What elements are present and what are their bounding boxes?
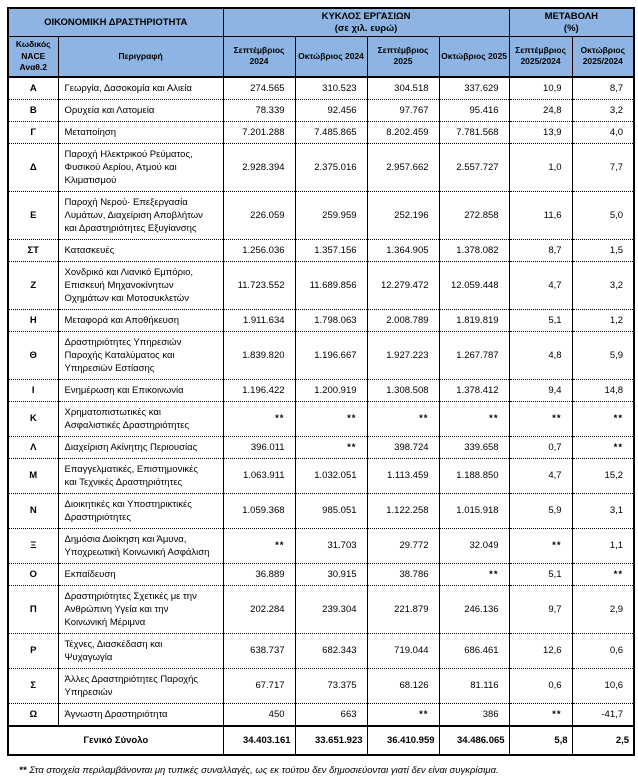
turnover-value-cell: 30.915 xyxy=(295,563,367,585)
turnover-value-cell: ** xyxy=(295,436,367,458)
turnover-value-cell: 78.339 xyxy=(223,99,295,121)
change-pct-cell: 7,7 xyxy=(572,143,634,191)
total-value-cell: 34.486.065 xyxy=(439,726,509,755)
change-pct-cell: 8,7 xyxy=(509,239,572,261)
turnover-value-cell: 97.767 xyxy=(367,99,439,121)
change-pct-cell: 11,6 xyxy=(509,191,572,239)
description-cell: Ορυχεία και Λατομεία xyxy=(58,99,223,121)
turnover-value-cell: 1.256.036 xyxy=(223,239,295,261)
turnover-value-cell: 1.798.063 xyxy=(295,309,367,331)
turnover-value-cell: 686.461 xyxy=(439,633,509,668)
section-header-row xyxy=(8,8,634,37)
turnover-value-cell: 1.113.459 xyxy=(367,458,439,493)
table-row xyxy=(8,77,634,100)
col-header-sep-2024: Σεπτέμβριος 2024 xyxy=(223,37,295,77)
description-cell: Ενημέρωση και Επικοινωνία xyxy=(58,379,223,401)
col-header-oct-change: Οκτώβριος 2025/2024 xyxy=(572,37,634,77)
nace-code-cell: Ν xyxy=(8,493,58,528)
table-row xyxy=(8,633,634,668)
description-cell: Χρηματοπιστωτικές και Ασφαλιστικές Δραστηριότητες xyxy=(58,401,223,436)
turnover-value-cell: 2.557.727 xyxy=(439,143,509,191)
change-pct-cell: ** xyxy=(572,436,634,458)
turnover-value-cell: 92.456 xyxy=(295,99,367,121)
nace-code-cell: Β xyxy=(8,99,58,121)
turnover-value-cell: 638.737 xyxy=(223,633,295,668)
turnover-value-cell: 339.658 xyxy=(439,436,509,458)
turnover-value-cell: 1.200.919 xyxy=(295,379,367,401)
total-row xyxy=(8,726,634,755)
section-title: ΟΙΚΟΝΟΜΙΚΗ ΔΡΑΣΤΗΡΙΟΤΗΤΑ xyxy=(44,16,188,28)
change-pct-cell: 0,6 xyxy=(572,633,634,668)
turnover-value-cell: 337.629 xyxy=(439,77,509,100)
change-pct-cell: 5,9 xyxy=(509,493,572,528)
turnover-value-cell: 1.122.258 xyxy=(367,493,439,528)
col-header-sep-2025: Σεπτέμβριος 2025 xyxy=(367,37,439,77)
change-pct-cell: 9,4 xyxy=(509,379,572,401)
turnover-value-cell: 274.565 xyxy=(223,77,295,100)
nace-code-cell: Κ xyxy=(8,401,58,436)
change-pct-cell: 12,6 xyxy=(509,633,572,668)
change-pct-cell: 3,1 xyxy=(572,493,634,528)
turnover-value-cell: 310.523 xyxy=(295,77,367,100)
total-label-cell: Γενικό Σύνολο xyxy=(8,726,223,755)
turnover-value-cell: 68.126 xyxy=(367,668,439,703)
change-pct-cell: 24,8 xyxy=(509,99,572,121)
turnover-value-cell: 221.879 xyxy=(367,585,439,633)
turnover-value-cell: ** xyxy=(439,563,509,585)
change-pct-cell: 10,9 xyxy=(509,77,572,100)
description-cell: Επαγγελματικές, Επιστημονικές και Τεχνικές Δραστηριότητες xyxy=(58,458,223,493)
turnover-by-activity-table xyxy=(7,7,635,756)
turnover-value-cell: 1.308.508 xyxy=(367,379,439,401)
nace-code-cell: Η xyxy=(8,309,58,331)
turnover-value-cell: 1.357.156 xyxy=(295,239,367,261)
turnover-value-cell: 31.703 xyxy=(295,528,367,563)
description-cell: Δημόσια Διοίκηση και Άμυνα, Υποχρεωτική Κοινωνική Ασφάλιση xyxy=(58,528,223,563)
turnover-value-cell: 1.819.819 xyxy=(439,309,509,331)
turnover-value-cell: 663 xyxy=(295,703,367,726)
change-pct-cell: 1,0 xyxy=(509,143,572,191)
table-row xyxy=(8,239,634,261)
table-row xyxy=(8,668,634,703)
turnover-value-cell: 259.959 xyxy=(295,191,367,239)
footnote-marker: ** xyxy=(19,764,27,776)
turnover-value-cell: 7.781.568 xyxy=(439,121,509,143)
table-row xyxy=(8,563,634,585)
section-title: ΜΕΤΑΒΟΛΗ xyxy=(544,11,598,22)
section-subtitle: (σε χιλ. ευρώ) xyxy=(334,22,398,34)
nace-code-cell: ΣΤ xyxy=(8,239,58,261)
col-header-description: Περιγραφή xyxy=(58,37,223,77)
turnover-value-cell: 7.201.288 xyxy=(223,121,295,143)
section-economic-activity xyxy=(8,8,223,37)
table-row xyxy=(8,331,634,379)
turnover-value-cell: 246.136 xyxy=(439,585,509,633)
table-row xyxy=(8,703,634,726)
nace-code-cell: Ξ xyxy=(8,528,58,563)
nace-code-cell: Δ xyxy=(8,143,58,191)
col-header-nace-code: Κωδικός NACE Αναθ.2 xyxy=(8,37,58,77)
turnover-value-cell: 8.202.459 xyxy=(367,121,439,143)
turnover-value-cell: 252.196 xyxy=(367,191,439,239)
turnover-value-cell: 1.032.051 xyxy=(295,458,367,493)
nace-code-cell: Σ xyxy=(8,668,58,703)
nace-code-cell: Μ xyxy=(8,458,58,493)
turnover-value-cell: 1.378.412 xyxy=(439,379,509,401)
nace-code-cell: Ρ xyxy=(8,633,58,668)
turnover-value-cell: 81.116 xyxy=(439,668,509,703)
nace-code-cell: Ι xyxy=(8,379,58,401)
section-change xyxy=(509,8,634,37)
nace-code-cell: Ε xyxy=(8,191,58,239)
change-pct-cell: ** xyxy=(509,401,572,436)
change-pct-cell: 3,2 xyxy=(572,99,634,121)
total-value-cell: 33.651.923 xyxy=(295,726,367,755)
description-cell: Γεωργία, Δασοκομία και Αλιεία xyxy=(58,77,223,100)
nace-code-cell: Π xyxy=(8,585,58,633)
table-row xyxy=(8,401,634,436)
turnover-value-cell: ** xyxy=(367,703,439,726)
turnover-value-cell: 1.839.820 xyxy=(223,331,295,379)
footnote-text: Στα στοιχεία περιλαμβάνονται μη τυπικές συναλλαγές, ως εκ τούτου δεν δημοσιεύονται γιατί δεν είναι συγκρίσιμα. xyxy=(29,764,499,776)
turnover-value-cell: 2.375.016 xyxy=(295,143,367,191)
change-pct-cell: 5,1 xyxy=(509,309,572,331)
turnover-value-cell: 2.928.394 xyxy=(223,143,295,191)
description-cell: Κατασκευές xyxy=(58,239,223,261)
turnover-value-cell: 95.416 xyxy=(439,99,509,121)
turnover-value-cell: ** xyxy=(223,401,295,436)
nace-code-cell: Ω xyxy=(8,703,58,726)
turnover-value-cell: 719.044 xyxy=(367,633,439,668)
change-pct-cell: 4,0 xyxy=(572,121,634,143)
section-subtitle: (%) xyxy=(563,22,579,34)
nace-code-cell: Α xyxy=(8,77,58,100)
turnover-value-cell: 1.188.850 xyxy=(439,458,509,493)
change-pct-cell: 2,9 xyxy=(572,585,634,633)
change-pct-cell: 3,2 xyxy=(572,261,634,309)
turnover-value-cell: 73.375 xyxy=(295,668,367,703)
table-row xyxy=(8,99,634,121)
description-cell: Μεταποίηση xyxy=(58,121,223,143)
turnover-value-cell: 67.717 xyxy=(223,668,295,703)
table-row xyxy=(8,143,634,191)
total-value-cell: 36.410.959 xyxy=(367,726,439,755)
description-cell: Παροχή Ηλεκτρικού Ρεύματος, Φυσικού Αερίου, Ατμού και Κλιματισμού xyxy=(58,143,223,191)
nace-code-cell: Θ xyxy=(8,331,58,379)
table-row xyxy=(8,436,634,458)
change-pct-cell: 9,7 xyxy=(509,585,572,633)
turnover-value-cell: 12.279.472 xyxy=(367,261,439,309)
turnover-value-cell: 1.927.223 xyxy=(367,331,439,379)
turnover-value-cell: 32.049 xyxy=(439,528,509,563)
change-pct-cell: 15,2 xyxy=(572,458,634,493)
turnover-value-cell: 11.689.856 xyxy=(295,261,367,309)
col-header-oct-2024: Οκτώβριος 2024 xyxy=(295,37,367,77)
description-cell: Τέχνες, Διασκέδαση και Ψυχαγωγία xyxy=(58,633,223,668)
change-pct-cell: 5,0 xyxy=(572,191,634,239)
turnover-value-cell: 11.723.552 xyxy=(223,261,295,309)
change-pct-cell: 0,6 xyxy=(509,668,572,703)
change-pct-cell: 5,1 xyxy=(509,563,572,585)
table-row xyxy=(8,493,634,528)
change-pct-cell: 5,9 xyxy=(572,331,634,379)
turnover-value-cell: 7.485.865 xyxy=(295,121,367,143)
turnover-value-cell: ** xyxy=(295,401,367,436)
nace-code-cell: Λ xyxy=(8,436,58,458)
description-cell: Μεταφορά και Αποθήκευση xyxy=(58,309,223,331)
nace-code-cell: Γ xyxy=(8,121,58,143)
change-pct-cell: 4,7 xyxy=(509,261,572,309)
section-title: ΚΥΚΛΟΣ ΕΡΓΑΣΙΩΝ xyxy=(321,11,411,22)
nace-code-cell: Ζ xyxy=(8,261,58,309)
turnover-value-cell: 1.911.634 xyxy=(223,309,295,331)
description-cell: Διαχείριση Ακίνητης Περιουσίας xyxy=(58,436,223,458)
turnover-value-cell: 682.343 xyxy=(295,633,367,668)
turnover-value-cell: 1.378.082 xyxy=(439,239,509,261)
turnover-value-cell: 29.772 xyxy=(367,528,439,563)
description-cell: Διοικητικές και Υποστηρικτικές Δραστηριότητες xyxy=(58,493,223,528)
turnover-value-cell: 202.284 xyxy=(223,585,295,633)
turnover-value-cell: 396.011 xyxy=(223,436,295,458)
change-pct-cell: ** xyxy=(572,563,634,585)
turnover-value-cell: ** xyxy=(367,401,439,436)
turnover-value-cell: 12.059.448 xyxy=(439,261,509,309)
turnover-value-cell: 304.518 xyxy=(367,77,439,100)
column-header-row xyxy=(8,37,634,77)
change-pct-cell: ** xyxy=(509,703,572,726)
table-row xyxy=(8,261,634,309)
total-row-body xyxy=(8,726,634,755)
description-cell: Εκπαίδευση xyxy=(58,563,223,585)
table-row xyxy=(8,191,634,239)
change-pct-cell: 4,8 xyxy=(509,331,572,379)
description-cell: Δραστηριότητες Υπηρεσιών Παροχής Καταλύματος και Υπηρεσιών Εστίασης xyxy=(58,331,223,379)
change-pct-cell: 4,7 xyxy=(509,458,572,493)
turnover-value-cell: 398.724 xyxy=(367,436,439,458)
change-pct-cell: 1,1 xyxy=(572,528,634,563)
total-pct-cell: 2,5 xyxy=(572,726,634,755)
col-header-oct-2025: Οκτώβριος 2025 xyxy=(439,37,509,77)
change-pct-cell: 0,7 xyxy=(509,436,572,458)
description-cell: Παροχή Νερού· Επεξεργασία Λυμάτων, Διαχείριση Αποβλήτων και Δραστηριότητες Εξυγίανσης xyxy=(58,191,223,239)
description-cell: Άγνωστη Δραστηριότητα xyxy=(58,703,223,726)
turnover-value-cell: 985.051 xyxy=(295,493,367,528)
change-pct-cell: ** xyxy=(509,528,572,563)
turnover-value-cell: 1.267.787 xyxy=(439,331,509,379)
turnover-value-cell: 226.059 xyxy=(223,191,295,239)
turnover-value-cell: 1.196.667 xyxy=(295,331,367,379)
turnover-value-cell: 2.008.789 xyxy=(367,309,439,331)
turnover-value-cell: 1.015.918 xyxy=(439,493,509,528)
table-row xyxy=(8,121,634,143)
turnover-value-cell: 1.364.905 xyxy=(367,239,439,261)
change-pct-cell: 1,5 xyxy=(572,239,634,261)
change-pct-cell: -41,7 xyxy=(572,703,634,726)
change-pct-cell: 10,6 xyxy=(572,668,634,703)
section-turnover xyxy=(223,8,509,37)
description-cell: Δραστηριότητες Σχετικές με την Ανθρώπινη Υγεία και την Κοινωνική Μέριμνα xyxy=(58,585,223,633)
table-row xyxy=(8,585,634,633)
nace-code-cell: Ο xyxy=(8,563,58,585)
total-pct-cell: 5,8 xyxy=(509,726,572,755)
description-cell: Χονδρικό και Λιανικό Εμπόριο, Επισκευή Μηχανοκίνητων Οχημάτων και Μοτοσυκλετών xyxy=(58,261,223,309)
turnover-value-cell: 1.196.422 xyxy=(223,379,295,401)
turnover-value-cell: 36.889 xyxy=(223,563,295,585)
table-row xyxy=(8,309,634,331)
table-row xyxy=(8,379,634,401)
table-header xyxy=(8,8,634,77)
change-pct-cell: ** xyxy=(572,401,634,436)
turnover-value-cell: 239.304 xyxy=(295,585,367,633)
turnover-value-cell: ** xyxy=(223,528,295,563)
turnover-value-cell: 272.858 xyxy=(439,191,509,239)
col-header-sep-change: Σεπτέμβριος 2025/2024 xyxy=(509,37,572,77)
description-cell: Άλλες Δραστηριότητες Παροχής Υπηρεσιών xyxy=(58,668,223,703)
turnover-value-cell: 386 xyxy=(439,703,509,726)
table-row xyxy=(8,458,634,493)
turnover-value-cell: 2.957.662 xyxy=(367,143,439,191)
table-row xyxy=(8,528,634,563)
change-pct-cell: 8,7 xyxy=(572,77,634,100)
total-value-cell: 34.403.161 xyxy=(223,726,295,755)
table-body xyxy=(8,77,634,726)
change-pct-cell: 1,2 xyxy=(572,309,634,331)
turnover-value-cell: ** xyxy=(439,401,509,436)
change-pct-cell: 13,9 xyxy=(509,121,572,143)
turnover-value-cell: 38.786 xyxy=(367,563,439,585)
turnover-value-cell: 450 xyxy=(223,703,295,726)
change-pct-cell: 14,8 xyxy=(572,379,634,401)
turnover-value-cell: 1.059.368 xyxy=(223,493,295,528)
turnover-value-cell: 1.063.911 xyxy=(223,458,295,493)
